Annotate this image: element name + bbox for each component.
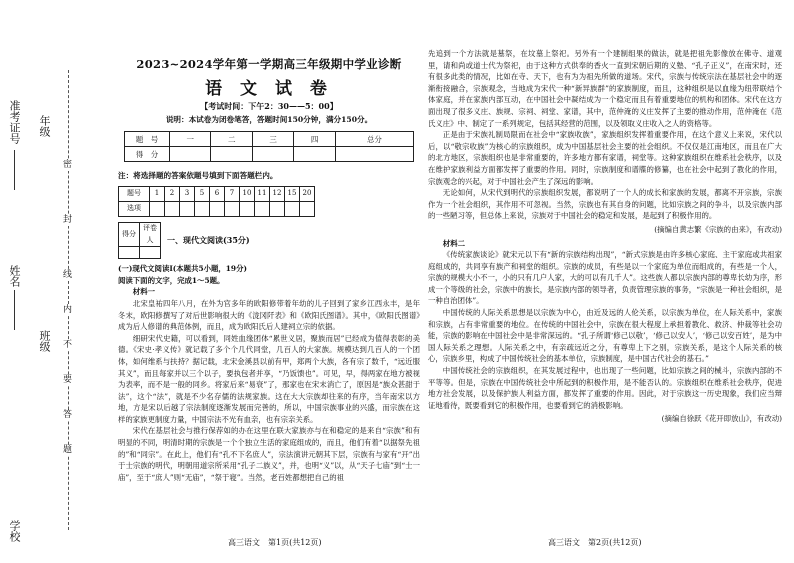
seal-char: 内: [63, 305, 73, 315]
source-note: (摘编自黄志繁《宗族的由来》，有改动): [654, 224, 782, 234]
score-cell[interactable]: [170, 147, 211, 162]
paragraph: 先追到一个方法就是墓祭，在坟墓上祭祀。另外有一个建制组果的做法，就是把祖先影像放在佛寺、道观里，请和尚或道士代为祭祀，由于这种方式供奉的香火一直到宋朝后期的义塾、“孔子正义”，在南宋时，还有很多此类的情况，比如在寺、天下，也有为为祖先所做的道场。宋代，宗族与传统宗法在基层社会中的逐渐衔接融合，宗族观念，当地成为宋代一种“新异族群”的家族制度，而且，这种组织是以血缘为纽带联结个体家庭，并在家族内部互动，在中国社会中凝结成为一个稳定而且有着重要地位的机构和团体。宋代在这方面出现了很多义庄、族规、宗祠、祠堂、家谱，其中，范仲淹的义庄发挥了主要的推动作用，范仲淹在《范氏义庄》中、制定了一系列规定，包括其经营的范围，以及领取义庄收入之人的资格等。: [428, 49, 782, 128]
answer-hint: 注：将选择题的答案依题号填到下面答题栏内。: [118, 171, 278, 181]
score-value-row: [125, 147, 414, 162]
score-header-cell: 一: [170, 132, 211, 147]
answer-cell[interactable]: [210, 201, 225, 216]
exam-time: 【考试时间：下午2：30——5：00】: [200, 101, 338, 112]
paragraph: 宋代在基层社会与推行保荐如的办在这里在联大家族亦与在和稳定的是来自“宗族”和有明显的不同，明清时期的宗族是一个个独立生活的家庭组成的，而且，他们有着“以据祭先祖的”和“同宗”。在此上，他们有“孔不下名庶人”，宗法演讲元朝其下层，宗族有与家有“开”出于士宗族的明代，明朝用道宗所采用“孔子二族义”，并，也明“义”以，从“天子七庙”到“士一庙”，至于“庶人”则“无庙”，“祭于寝”。当然，老百姓都想把自己的祖: [118, 426, 420, 482]
score-header-cell: 题 号: [125, 132, 170, 147]
seal-char: 封: [63, 215, 73, 225]
answer-number: 3: [180, 186, 195, 201]
score-cell[interactable]: [335, 147, 413, 162]
exam-id-label: 准考证号: [8, 100, 21, 144]
answer-number: 10: [240, 186, 255, 201]
score-cell[interactable]: [211, 147, 252, 162]
answer-cell[interactable]: [255, 201, 270, 216]
answer-table: [118, 186, 315, 217]
paragraph: 中国传统社会的宗族组织，在其发展过程中，也出现了一些问题，比如宗族之间的械斗，宗族内部的不平等等。但是，宗族在中国传统社会中所起到的积极作用，是不能否认的。宗族组织在维系社会秩序，促进地方社会发展，以及保护族人利益方面，都发挥了重要的作用。因此，对于宗族这一历史现象，我们应当辩证地看待，既要看到它的积极作用，也要看到它的消极影响。: [428, 366, 782, 410]
score-cell[interactable]: [294, 147, 335, 162]
score-table: [124, 131, 414, 162]
answer-number: 20: [300, 186, 315, 201]
grader-name-label: 评卷人: [140, 222, 161, 246]
material-two-heading: 材料二: [442, 238, 465, 248]
score-header-cell: 四: [294, 132, 335, 147]
answer-choice-row: [119, 201, 315, 216]
grader-score-cell[interactable]: [119, 247, 140, 259]
material-one-heading: 材料一: [132, 287, 155, 297]
binding-strip: [0, 0, 86, 563]
paragraph: 中国传统的人际关系思想是以宗族为中心，由近及远的人伦关系，以宗族为单位，在人际关系中，家族和宗族，占有非常重要的地位。在传统的中国社会中，宗族在很大程度上承担着教化、救济、仲裁等社会功能，宗族的影响在中国社会中是非常深远的。“孔子所谓‘修己以敬’，‘修己以安人’，‘修己以安百姓’，是为中国人际关系之理想。人际关系之中，有亲疏远近之分，有尊卑上下之别，宗族关系，是这个人际关系的核心，宗族乡里，构成了中国传统社会的基本单位，宗族制度，是中国古代社会的基石。”: [428, 308, 782, 364]
paragraph: 细研宋代史籍，可以看到，同姓血缘团体“累世义居，聚族而居”已经成为值得表彰的美德。《宋史·孝义传》就记载了多个个几代同堂，几百人的大家族。规模达到几百人的一个团体，如何维系与扶持？据记载，北宋金溪县以前有甲，郑两个大族，各有宗了数千，“远近服其义”，而且每家并以三个以子，要执包者并享，“乃饭馈也”。可见，早，得两家在地方被视为表率，而不是一般的同乡。将家后来“易衰”了，那家也在宋末消亡了，原因是“族众甚甜于法”，这个“法”，就是不少名存儒的法规家族。这在大大宗族却往来的有序，当年南宋以方地，方是宋以后越了宗法制度逐渐发展而完善的，所以，中国宗族事业的兴盛，而宗族在这样的家族更制度力量，中国宗法不光有血亲，也有宗亲关系。: [118, 333, 420, 424]
grade-label: 年级: [38, 115, 51, 137]
seal-char: 不: [63, 340, 73, 350]
source-note: (摘编自徐跃《花开即放山》，有改动): [661, 414, 782, 424]
score-row-label: 得 分: [125, 147, 170, 162]
score-header-cell: 三: [252, 132, 293, 147]
subject-title: 语 文 试 卷: [205, 78, 333, 99]
answer-cell[interactable]: [240, 201, 255, 216]
page-one: [118, 48, 420, 483]
page-two-footer: 高三语文 第2页(共12页): [548, 538, 642, 547]
paragraph: 无论如何，从宋代到明代的宗族组织发展，都说明了一个人的成长和家族的发展，都离不开宗族，宗族作为一个社会组织，其作用不可忽视。当然，宗族也有其自身的问题，比如宗族之间的争斗，以及宗族内部的一些陋习等，但总体上来说，宗族对于中国社会的稳定和发展，是起到了积极作用的。: [428, 188, 782, 221]
answer-cell[interactable]: [270, 201, 285, 216]
answer-cell[interactable]: [285, 201, 300, 216]
paragraph: 《传统家族谈论》就宋元以下有“新的宗族结构出现”，“新式宗族是由许多核心家庭、主干家庭或共祖家庭组成的，共同享有族产和祠堂的组织。宗族的成员，有些是以一个家庭为单位而组成的，有些是一个人，宗族的规模大小不一，小的只有几户人家，大的可以有几千人”。这些族人都以宗族内部的尊卑长幼为序，形成一个等级的社会，宗族中的族长，是宗族内部的领导者，负责管理宗族的事务，“宗族是一种社会组织，是一种自治团体”。: [428, 250, 782, 306]
score-header-cell: 总分: [335, 132, 413, 147]
answer-number: 6: [210, 186, 225, 201]
answer-cell[interactable]: [165, 201, 180, 216]
section-one-heading: 一、现代文阅读(35分): [167, 234, 250, 245]
paragraph: 正是由于宋族礼制局限而在社会中“家族收族”，家族组织发挥着重要作用，在这个意义上来说，宋代以后，以“敬宗收族”为核心的宗族组织，成为中国基层社会主要的社会组织。不仅仅是江南地区，而且在广大的北方地区，宗族组织也是非常重要的，许多地方都有家谱，祠堂等。这种家族组织在维系社会秩序，以及在维护家族利益方面都发挥了重要的作用。同时，宗族制度和谱牒的修纂，也在社会中起到了教化的作用，宗族观念的兴起，对于中国社会产生了深远的影响。: [428, 130, 782, 186]
answer-number: 15: [285, 186, 300, 201]
subsection-heading: (一)现代文阅读Ⅰ(本题共5小题，19分): [118, 264, 247, 274]
answer-cell[interactable]: [300, 201, 315, 216]
page-one-footer: 高三语文 第1页(共12页): [228, 538, 322, 547]
paragraph: 北宋皇祐四年八月，在外为官多年的欧阳修带着年幼的儿子回到了家乡江西永丰，是年冬末，欧阳修撰写了对后世影响很大的《泷冈阡表》和《欧阳氏图谱》。其中，《欧阳氏图谱》成为后人修谱的典范体例，而且，成为欧阳氏后人建祠立宗的依据。: [118, 298, 420, 332]
name-label: 姓名: [8, 265, 21, 287]
answer-number: 1: [150, 186, 165, 201]
seal-char: 线: [63, 270, 73, 280]
answer-cell[interactable]: [225, 201, 240, 216]
reading-instruction: 阅读下面的文字，完成1～5题。: [118, 275, 225, 285]
answer-cell[interactable]: [180, 201, 195, 216]
answer-number-row: [119, 186, 315, 201]
answer-number: 12: [270, 186, 285, 201]
grader-score-label: 得分: [119, 222, 140, 246]
grader-box: [118, 222, 420, 259]
grader-name-cell[interactable]: [140, 247, 161, 259]
page-two: [428, 48, 782, 425]
grader-table: [118, 222, 161, 259]
exam-id-line: [14, 150, 15, 190]
seal-char: 答: [63, 410, 73, 420]
name-line: [14, 290, 15, 330]
answer-row-label: 题号: [119, 186, 150, 201]
exam-notes: 说明：本试卷为闭卷笔答，答题时间150分钟，满分150分。: [165, 114, 373, 124]
answer-row-label: 选项: [119, 201, 150, 216]
seal-dashed-line: [68, 70, 69, 530]
seal-char: 要: [63, 375, 73, 385]
answer-cell[interactable]: [195, 201, 210, 216]
score-header-cell: 二: [211, 132, 252, 147]
seal-char: 题: [63, 445, 73, 455]
class-label: 班级: [38, 330, 51, 352]
exam-title: 2023~2024学年第一学期高三年级期中学业诊断: [136, 57, 402, 71]
score-header-row: [125, 132, 414, 147]
school-label: 学校: [8, 520, 21, 542]
score-cell[interactable]: [252, 147, 293, 162]
answer-number: 7: [225, 186, 240, 201]
answer-number: 11: [255, 186, 270, 201]
answer-number: 5: [195, 186, 210, 201]
seal-char: 密: [63, 160, 73, 170]
answer-cell[interactable]: [150, 201, 165, 216]
answer-number: 2: [165, 186, 180, 201]
